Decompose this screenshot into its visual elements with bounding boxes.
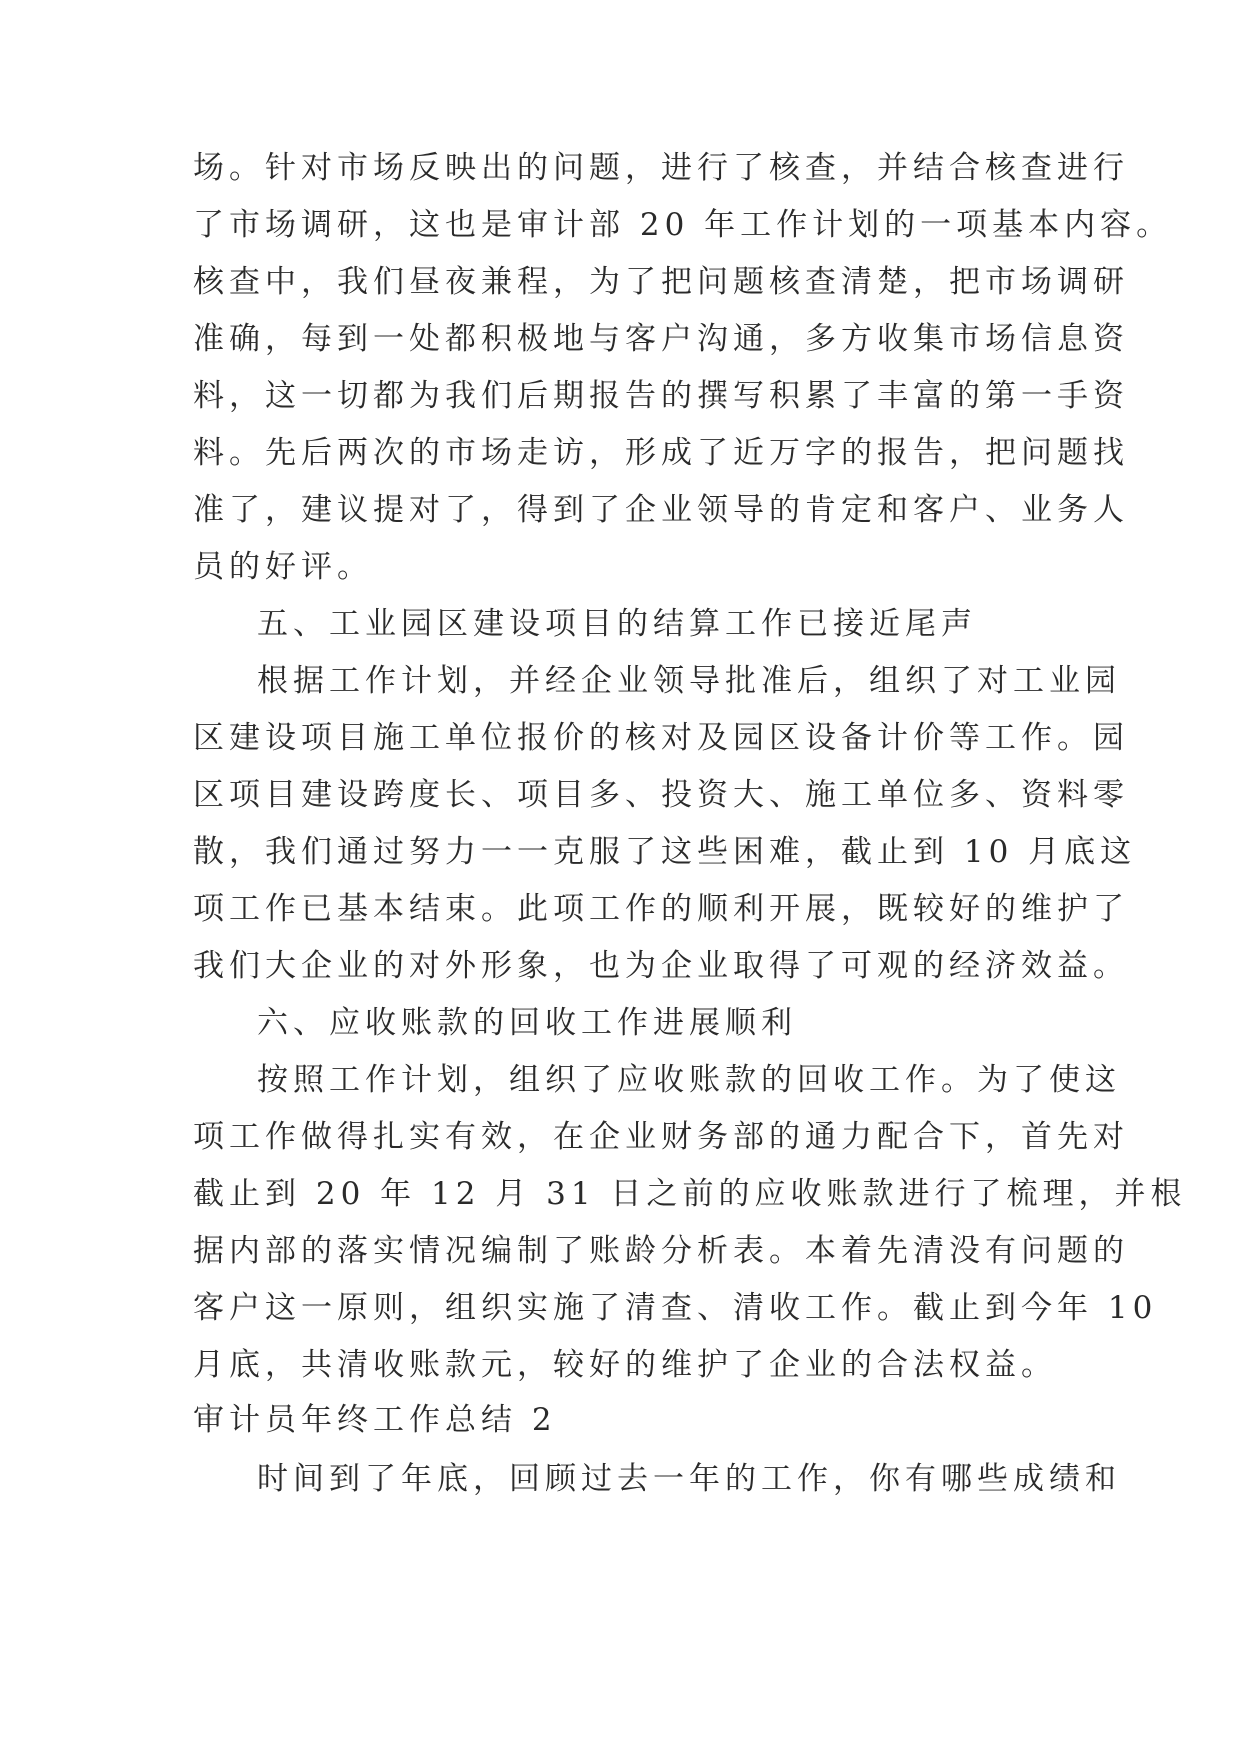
text-line: 料。先后两次的市场走访，形成了近万字的报告，把问题找 — [193, 435, 1129, 471]
text-line: 月底，共清收账款元，较好的维护了企业的合法权益。 — [193, 1347, 1057, 1383]
text-line: 根据工作计划，并经企业领导批准后，组织了对工业园 — [257, 663, 1121, 699]
document-title: 审计员年终工作总结 2 — [193, 1402, 557, 1438]
text-line: 项工作已基本结束。此项工作的顺利开展，既较好的维护了 — [193, 891, 1129, 927]
text-line: 准了，建议提对了，得到了企业领导的肯定和客户、业务人 — [193, 492, 1129, 528]
section-heading: 六、应收账款的回收工作进展顺利 — [257, 1005, 797, 1041]
text-line: 时间到了年底，回顾过去一年的工作，你有哪些成绩和 — [257, 1461, 1121, 1497]
text-line: 按照工作计划，组织了应收账款的回收工作。为了使这 — [257, 1062, 1121, 1098]
text-line: 场。针对市场反映出的问题，进行了核查，并结合核查进行 — [193, 150, 1129, 186]
text-line: 截止到 20 年 12 月 31 日之前的应收账款进行了梳理，并根 — [193, 1176, 1187, 1212]
text-line: 散，我们通过努力一一克服了这些困难，截止到 10 月底这 — [193, 834, 1137, 870]
text-line: 我们大企业的对外形象，也为企业取得了可观的经济效益。 — [193, 948, 1129, 984]
text-line: 客户这一原则，组织实施了清查、清收工作。截止到今年 10 — [193, 1290, 1158, 1326]
text-line: 区项目建设跨度长、项目多、投资大、施工单位多、资料零 — [193, 777, 1129, 813]
text-line: 了市场调研，这也是审计部 20 年工作计划的一项基本内容。 — [193, 207, 1173, 243]
text-line: 据内部的落实情况编制了账龄分析表。本着先清没有问题的 — [193, 1233, 1129, 1269]
text-line: 核查中，我们昼夜兼程，为了把问题核查清楚，把市场调研 — [193, 264, 1129, 300]
text-line: 员的好评。 — [193, 549, 373, 585]
text-line: 项工作做得扎实有效，在企业财务部的通力配合下，首先对 — [193, 1119, 1129, 1155]
section-heading: 五、工业园区建设项目的结算工作已接近尾声 — [257, 606, 977, 642]
text-line: 准确，每到一处都积极地与客户沟通，多方收集市场信息资 — [193, 321, 1129, 357]
text-line: 区建设项目施工单位报价的核对及园区设备计价等工作。园 — [193, 720, 1129, 756]
text-line: 料，这一切都为我们后期报告的撰写积累了丰富的第一手资 — [193, 378, 1129, 414]
